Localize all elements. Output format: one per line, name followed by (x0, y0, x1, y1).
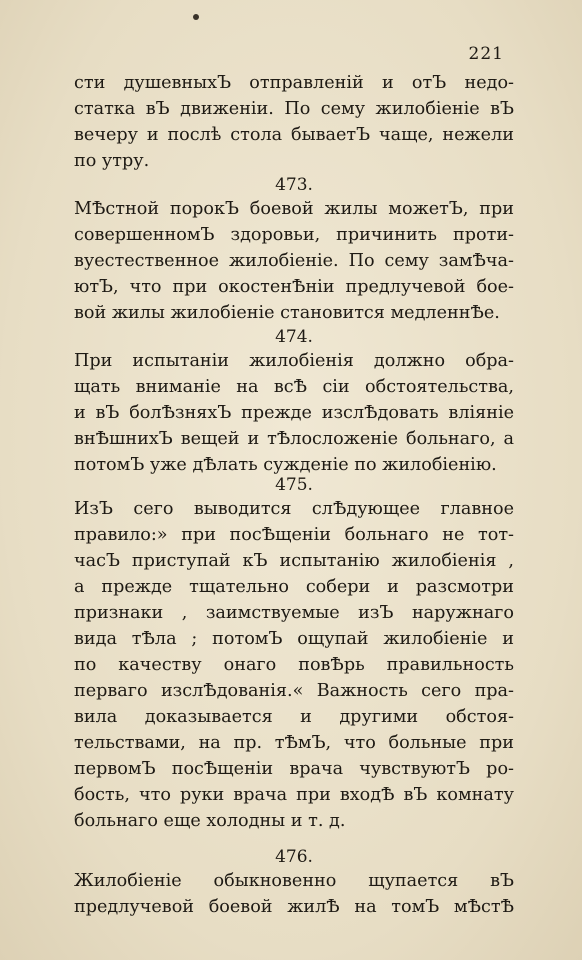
text-line: больнаго еще холодны и т. д. (74, 811, 346, 831)
text-line: по качеству онаго повѢрь правильность (74, 655, 514, 675)
text-line: ИзЪ сего выводится слѢдующее главное (74, 499, 514, 519)
section-number: 474. (275, 327, 313, 347)
text-line: статка вЪ движеніи. По сему жилобіеніе вЪ (74, 99, 514, 119)
section-475 (74, 474, 514, 834)
text-line: перваго изслѢдованія.« Важность сего пра- (74, 681, 514, 701)
text-line: внѢшнихЪ вещей и тѢлосложеніе больнаго, а (74, 429, 514, 449)
section-474 (74, 326, 514, 478)
text-line: вида тѢла ; потомЪ ощупай жилобіеніе и (74, 629, 514, 649)
text-line: часЪ приступай кЪ испытанію жилобіенія , (74, 551, 514, 571)
text-line: сти душевныхЪ отправленій и отЪ недо- (74, 73, 514, 93)
text-line: Жилобіеніе обыкновенно щупается вЪ (74, 871, 514, 891)
text-line: правило:» при посѢщеніи больнаго не тот- (74, 525, 514, 545)
section-476 (74, 846, 514, 920)
text-line: вила доказывается и другими обстоя- (74, 707, 514, 727)
text-line: признаки , заимствуемые изЪ наружнаго (74, 603, 514, 623)
section-number: 475. (275, 475, 313, 495)
section-number: 476. (275, 847, 313, 867)
ink-speck (193, 14, 199, 20)
text-line: ютЪ, что при окостенѢніи предлучевой бое- (74, 277, 514, 297)
page-number: 221 (468, 44, 504, 64)
text-line: совершенномЪ здоровьи, причинить проти- (74, 225, 514, 245)
text-line: тельствами, на пр. тѢмЪ, что больные при (74, 733, 514, 753)
text-line: вой жилы жилобіеніе становится медленнѢе. (74, 303, 500, 323)
text-line: предлучевой боевой жилѢ на томЪ мѢстѢ (74, 897, 514, 917)
text-line: первомЪ посѢщеніи врача чувствуютЪ ро- (74, 759, 514, 779)
text-line: щать вниманіе на всѢ сіи обстоятельства, (74, 377, 514, 397)
text-line: вечеру и послѣ стола бываетЪ чаще, нежели (74, 125, 514, 145)
section-473 (74, 174, 514, 326)
section-number: 473. (275, 175, 313, 195)
text-line: бость, что руки врача при входѢ вЪ комнату (74, 785, 514, 805)
text-line: МѢстной порокЪ боевой жилы можетЪ, при (74, 199, 514, 219)
text-line: и вЪ болѢзняхЪ прежде изслѢдовать вліяніе (74, 403, 514, 423)
intro-paragraph (74, 70, 514, 174)
text-line: по утру. (74, 151, 150, 171)
text-line: При испытаніи жилобіенія должно обра- (74, 351, 514, 371)
text-line: а прежде тщательно собери и разсмотри (74, 577, 514, 597)
text-line: вуестественное жилобіеніе. По сему замѢча- (74, 251, 514, 271)
text-line: потомЪ уже дѢлать сужденіе по жилобіенію. (74, 455, 497, 475)
